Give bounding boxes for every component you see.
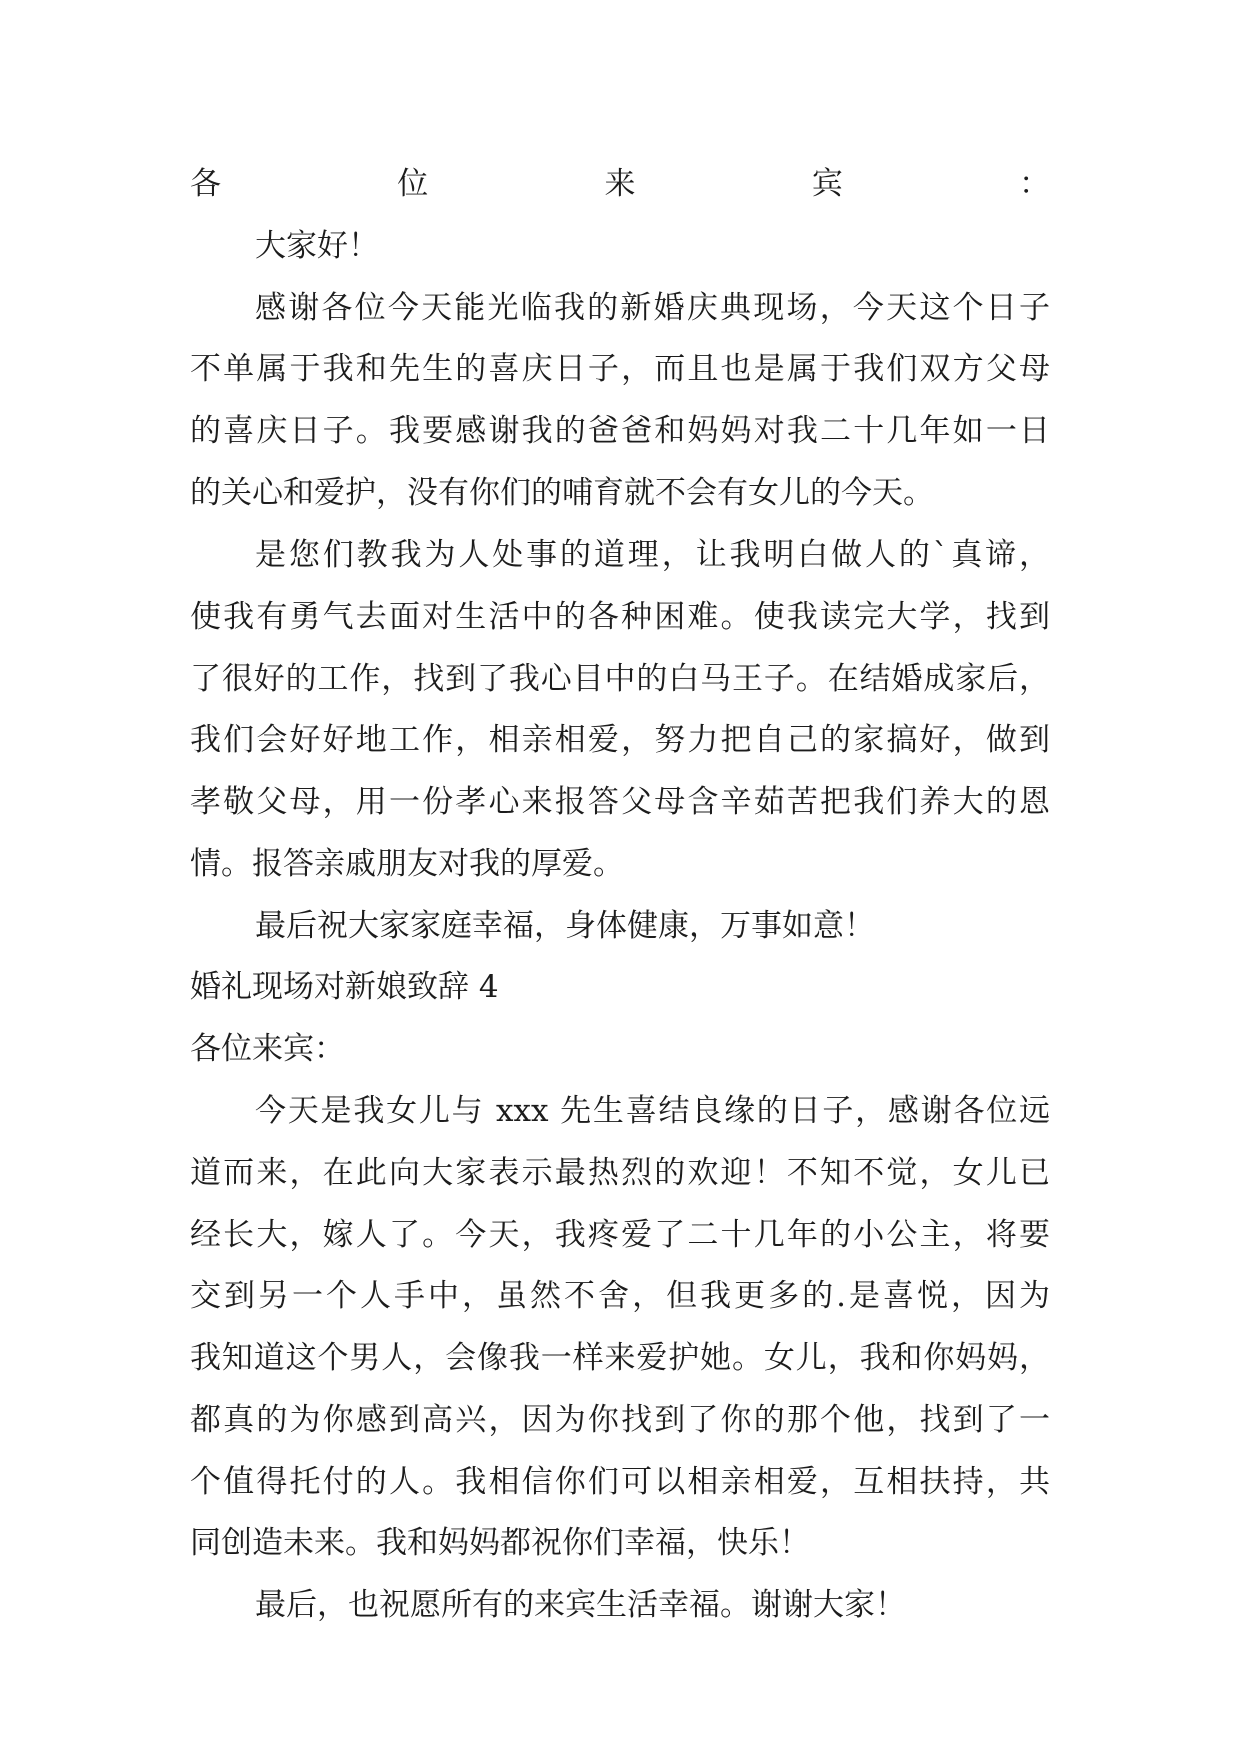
body-text-line: 都真的为你感到高兴，因为你找到了你的那个他，找到了一 bbox=[190, 1402, 1050, 1438]
body-text-line: 的喜庆日子。我要感谢我的爸爸和妈妈对我二十几年如一日 bbox=[190, 413, 1050, 449]
greeting-line: 大家好！ bbox=[255, 228, 379, 264]
body-text-line: 经长大，嫁人了。今天，我疼爱了二十几年的小公主，将要 bbox=[190, 1217, 1050, 1253]
body-text-line: 个值得托付的人。我相信你们可以相亲相爱，互相扶持，共 bbox=[190, 1464, 1050, 1500]
salutation-line: 各位来宾： bbox=[190, 166, 1050, 202]
body-text-line: 不单属于我和先生的喜庆日子，而且也是属于我们双方父母 bbox=[190, 351, 1050, 387]
section-heading: 婚礼现场对新娘致辞 4 bbox=[190, 969, 499, 1005]
body-text-line: 的关心和爱护，没有你们的哺育就不会有女儿的今天。 bbox=[190, 475, 934, 511]
body-text-line: 情。报答亲戚朋友对我的厚爱。 bbox=[190, 846, 624, 882]
body-text-line: 道而来，在此向大家表示最热烈的欢迎！不知不觉，女儿已 bbox=[190, 1155, 1050, 1191]
body-text-line: 同创造未来。我和妈妈都祝你们幸福，快乐！ bbox=[190, 1525, 810, 1561]
closing-wish-line: 最后祝大家家庭幸福，身体健康，万事如意！ bbox=[255, 908, 875, 944]
body-text-line: 交到另一个人手中，虽然不舍，但我更多的.是喜悦，因为 bbox=[190, 1278, 1050, 1314]
body-text-line: 感谢各位今天能光临我的新婚庆典现场，今天这个日子 bbox=[255, 290, 1050, 326]
body-text-line: 今天是我女儿与 xxx 先生喜结良缘的日子，感谢各位远 bbox=[255, 1093, 1050, 1129]
body-text-line: 我知道这个男人，会像我一样来爱护她。女儿，我和你妈妈， bbox=[190, 1340, 1050, 1376]
body-text-line: 是您们教我为人处事的道理，让我明白做人的`真谛， bbox=[255, 537, 1050, 573]
body-text-line: 孝敬父母，用一份孝心来报答父母含辛茹苦把我们养大的恩 bbox=[190, 784, 1050, 820]
closing-wish-line: 最后，也祝愿所有的来宾生活幸福。谢谢大家！ bbox=[255, 1587, 906, 1623]
body-text-line: 了很好的工作，找到了我心目中的白马王子。在结婚成家后， bbox=[190, 661, 1050, 697]
salutation-line: 各位来宾： bbox=[190, 1031, 345, 1067]
body-text-line: 使我有勇气去面对生活中的各种困难。使我读完大学，找到 bbox=[190, 599, 1050, 635]
body-text-line: 我们会好好地工作，相亲相爱，努力把自己的家搞好，做到 bbox=[190, 722, 1050, 758]
